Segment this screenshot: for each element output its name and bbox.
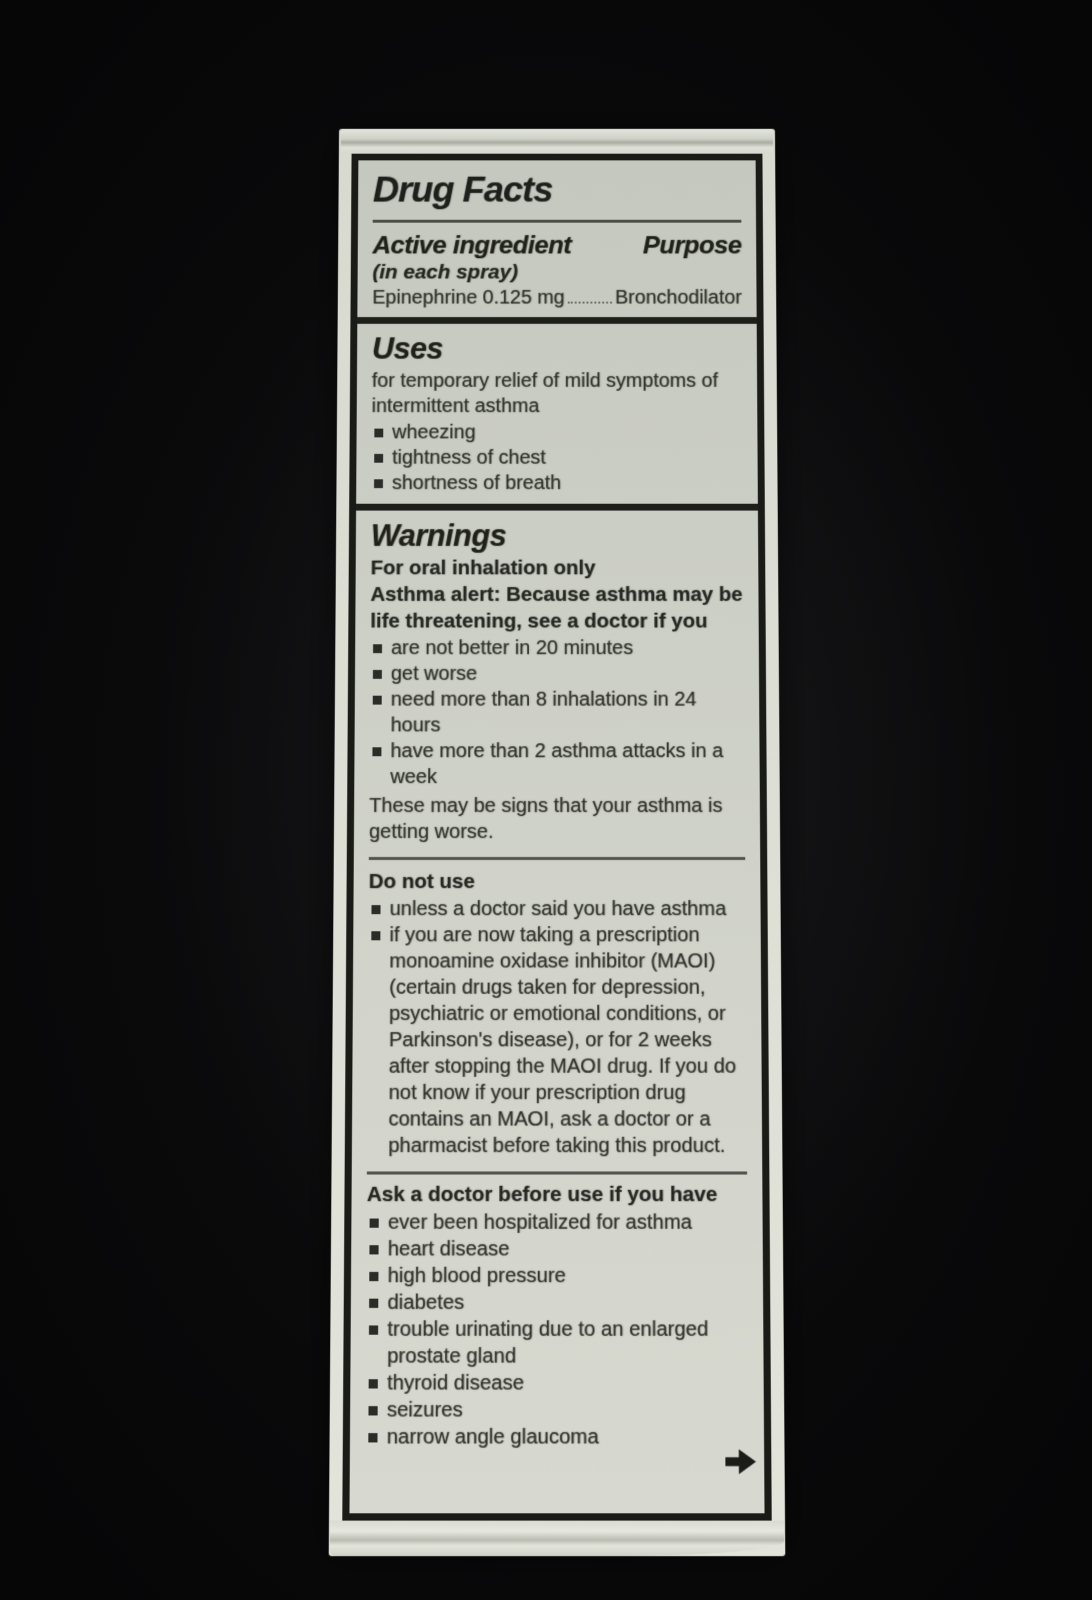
- list-item: [367, 922, 747, 1159]
- list-item: [365, 1397, 748, 1424]
- list-item: [369, 738, 745, 790]
- asthma-alert-text: Asthma alert: Because asthma may be life threatening, see a doctor if you: [370, 583, 743, 633]
- section-divider: [357, 317, 756, 324]
- bullet-square-icon: [374, 479, 383, 488]
- bullet-square-icon: [369, 1325, 378, 1334]
- title-rule: [373, 220, 742, 223]
- list-item: [366, 1263, 748, 1290]
- bullet-text: ever been hospitalized for asthma: [387, 1211, 692, 1234]
- box-bottom-edge: [330, 1521, 785, 1557]
- bullet-square-icon: [369, 1379, 378, 1388]
- asthma-alert-bullet-list: [369, 635, 745, 790]
- right-arrow-icon: [725, 1448, 756, 1476]
- section-ask-doctor: [350, 1182, 765, 1482]
- bullet-text: get worse: [390, 663, 478, 685]
- list-item: [367, 1209, 748, 1236]
- bullet-square-icon: [370, 1219, 379, 1228]
- in-each-spray-label: (in each spray): [372, 261, 518, 284]
- bullet-text: high blood pressure: [387, 1264, 566, 1288]
- list-item: [370, 661, 744, 687]
- bullet-square-icon: [368, 1433, 377, 1442]
- bullet-text: tightness of chest: [391, 447, 546, 469]
- oral-inhalation-note: For oral inhalation only: [370, 556, 596, 580]
- ingredient-name: Epinephrine 0.125 mg: [372, 287, 565, 309]
- bullet-square-icon: [369, 1272, 378, 1281]
- bullet-square-icon: [368, 1406, 377, 1415]
- ask-doctor-bullet-list: [365, 1209, 749, 1450]
- list-item: [366, 1316, 749, 1370]
- bullet-text: unless a doctor said you have asthma: [389, 898, 727, 921]
- box-top-edge: [341, 129, 773, 154]
- list-item: [366, 1236, 747, 1263]
- bullet-text: shortness of breath: [391, 472, 562, 494]
- purpose-heading: Purpose: [642, 230, 742, 260]
- ask-doctor-heading: Ask a doctor before use if you have: [366, 1182, 718, 1207]
- ingredient-row: [372, 287, 742, 309]
- ingredient-purpose: Bronchodilator: [614, 287, 742, 309]
- bullet-text: are not better in 20 minutes: [390, 637, 634, 660]
- bullet-text: heart disease: [387, 1238, 510, 1261]
- bullet-text: narrow angle glaucoma: [386, 1425, 599, 1449]
- drug-facts-panel: [342, 154, 771, 1521]
- list-item: [365, 1424, 749, 1451]
- bullet-square-icon: [372, 747, 381, 756]
- list-item: [371, 471, 743, 496]
- dotted-leader: [568, 302, 613, 304]
- signs-note: These may be signs that your asthma is getting worse.: [368, 795, 723, 843]
- list-item: [366, 1370, 749, 1397]
- do-not-use-bullet-list: [367, 896, 747, 1159]
- section-uses: [356, 324, 758, 504]
- bullet-square-icon: [373, 670, 382, 679]
- list-item: [370, 635, 744, 661]
- list-item: [371, 420, 742, 445]
- bullet-square-icon: [371, 931, 380, 940]
- uses-intro: for temporary relief of mild symptoms of intermittent asthma: [371, 370, 718, 417]
- medicine-box: [329, 129, 786, 1556]
- drug-facts-title: Drug Facts: [372, 169, 553, 210]
- bullet-square-icon: [374, 454, 383, 463]
- bullet-square-icon: [371, 905, 380, 914]
- bullet-text: trouble urinating due to an enlarged prostate gland: [387, 1318, 709, 1368]
- list-item: [370, 687, 745, 739]
- list-item: [368, 896, 745, 922]
- section-do-not-use: [352, 869, 763, 1182]
- uses-bullet-list: [371, 420, 743, 496]
- subsection-rule: [367, 1171, 747, 1174]
- bullet-square-icon: [374, 429, 383, 438]
- list-item: [371, 445, 743, 470]
- subsection-rule: [369, 857, 745, 860]
- warnings-heading: Warnings: [370, 518, 507, 553]
- bullet-text: have more than 2 asthma attacks in a week: [390, 740, 724, 789]
- bullet-square-icon: [369, 1299, 378, 1308]
- section-active-ingredient: [357, 160, 756, 317]
- bullet-square-icon: [369, 1245, 378, 1254]
- bullet-text: diabetes: [387, 1291, 465, 1315]
- active-ingredient-header-row: [372, 230, 741, 260]
- active-ingredient-heading: Active ingredient: [372, 230, 572, 260]
- bullet-square-icon: [373, 644, 382, 653]
- do-not-use-heading: Do not use: [368, 870, 475, 894]
- bullet-text: seizures: [386, 1398, 463, 1422]
- uses-heading: Uses: [371, 331, 443, 366]
- bullet-text: need more than 8 inhalations in 24 hours: [390, 688, 697, 737]
- bullet-text: wheezing: [392, 421, 476, 444]
- list-item: [366, 1289, 748, 1316]
- section-divider: [356, 504, 758, 511]
- bullet-square-icon: [373, 696, 382, 705]
- section-warnings: [354, 511, 761, 869]
- bullet-text: thyroid disease: [386, 1371, 524, 1395]
- bullet-text: if you are now taking a prescription monoamine oxidase inhibitor (MAOI) (certain drugs taken for depression, psychiatric or emotional conditions, or Parkinson's disease), or for 2 weeks after stopping the MAOI drug. If you do not know if your prescription drug contains an MAOI, ask a doctor or a pharmacist before taking this product.: [388, 924, 737, 1158]
